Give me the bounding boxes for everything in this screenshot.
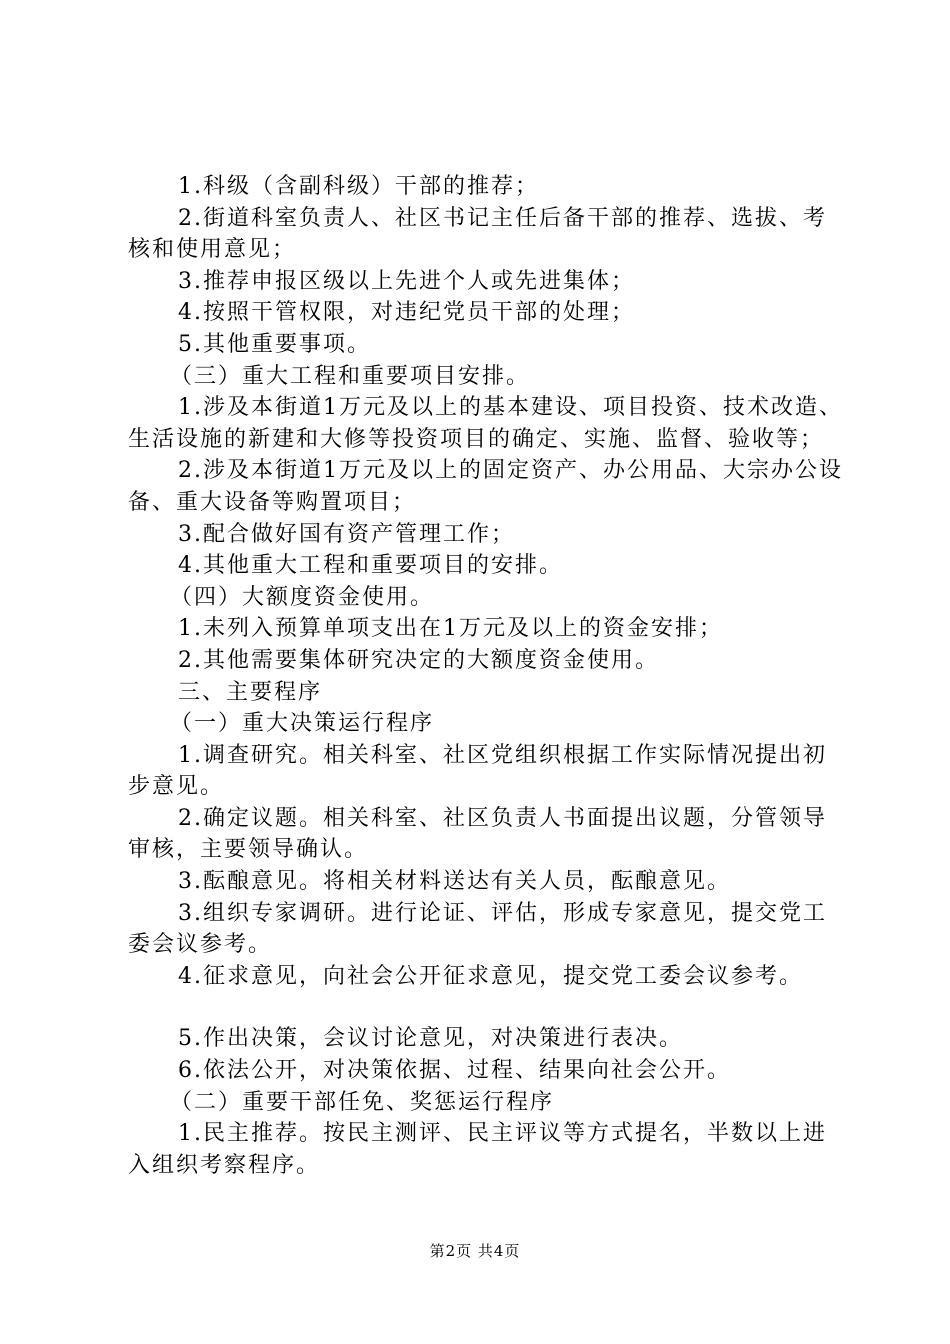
- paragraph: 3.配合做好国有资产管理工作；: [178, 521, 515, 547]
- paragraph: 2.街道科室负责人、社区书记主任后备干部的推荐、选拔、考核和使用意见；: [128, 205, 827, 263]
- chapter-heading: 三、主要程序: [178, 679, 323, 705]
- page-footer: 第2页 共4页: [429, 1242, 521, 1260]
- paragraph: 3.酝酿意见。将相关材料送达有关人员，酝酿意见。: [178, 869, 731, 895]
- paragraph: 1.民主推荐。按民主测评、民主评议等方式提名，半数以上进入组织考察程序。: [128, 1121, 827, 1178]
- paragraph: 2.确定议题。相关科室、社区负责人书面提出议题，分管领导审核，主要领导确认。: [128, 805, 827, 863]
- paragraph: 1.涉及本街道1万元及以上的基本建设、项目投资、技术改造、生活设施的新建和大修等投资项目的确定、实施、监督、验收等；: [128, 395, 843, 452]
- paragraph: 1.未列入预算单项支出在1万元及以上的资金安排；: [178, 616, 723, 642]
- section-heading: （三）重大工程和重要项目安排。: [170, 363, 531, 389]
- paragraph: 4.其他重大工程和重要项目的安排。: [178, 553, 563, 579]
- paragraph: 6.依法公开，对决策依据、过程、结果向社会公开。: [178, 1058, 731, 1084]
- paragraph: 4.按照干管权限，对违纪党员干部的处理；: [178, 300, 635, 326]
- document-body: [128, 171, 850, 1181]
- section-heading: （二）重要干部任免、奖惩运行程序: [170, 1089, 555, 1115]
- paragraph: 3.推荐申报区级以上先进个人或先进集体；: [178, 268, 635, 294]
- paragraph: 1.调查研究。相关科室、社区党组织根据工作实际情况提出初步意见。: [128, 742, 827, 800]
- paragraph: 5.其他重要事项。: [178, 331, 371, 357]
- paragraph: 4.征求意见，向社会公开征求意见，提交党工委会议参考。: [178, 963, 803, 989]
- section-heading: （一）重大决策运行程序: [170, 711, 435, 737]
- paragraph: 3.组织专家调研。进行论证、评估，形成专家意见，提交党工委会议参考。: [128, 900, 827, 958]
- paragraph: 1.科级（含副科级）干部的推荐；: [178, 174, 539, 199]
- section-heading: （四）大额度资金使用。: [170, 584, 435, 610]
- paragraph: 2.其他需要集体研究决定的大额度资金使用。: [178, 647, 659, 673]
- paragraph: 5.作出决策，会议讨论意见，对决策进行表决。: [178, 1026, 683, 1052]
- paragraph: 2.涉及本街道1万元及以上的固定资产、办公用品、大宗办公设备、重大设备等购置项目；: [128, 458, 843, 515]
